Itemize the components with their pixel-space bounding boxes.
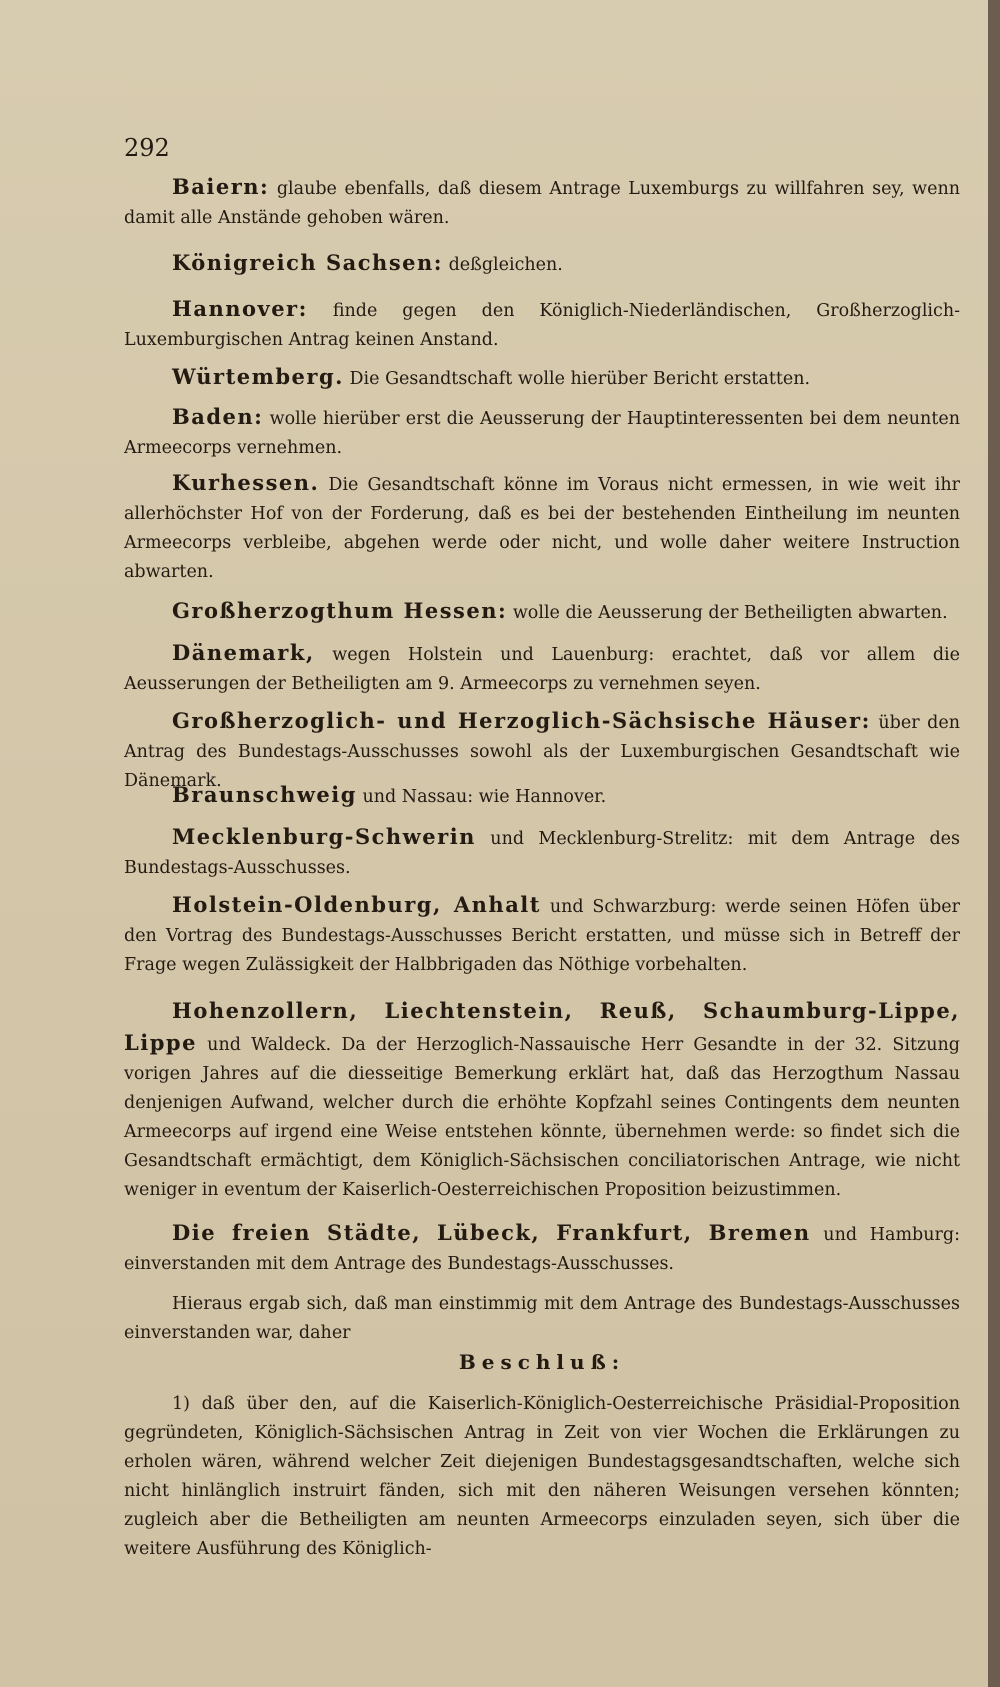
paragraph-text: Hieraus ergab sich, daß man einstimmig mit dem Antrage des Bundestags-Ausschusses einverstanden war, daher: [124, 1294, 960, 1343]
closing-paragraph: 1) daß über den, auf die Kaiserlich-Königlich-Oesterreichische Präsidial-Proposition gegründeten, Königlich-Sächsischen Antrag in Zeit von vier Wochen die Erklärungen zu erholen wären, während welcher Zeit diejenigen Bundestagsgesandtschaften, welche sich nicht hinlänglich instruirt fänden, sich mit den näheren Weisungen versehen könnten; zugleich aber die Betheiligten am neunten Armeecorps einzuladen seyen, sich über die weitere Ausführung des Königlich-: [124, 1394, 960, 1559]
paragraph-text: glaube ebenfalls, daß diesem Antrage Luxemburgs zu willfahren sey, wenn damit alle Anstände gehoben wären.: [124, 179, 960, 228]
paragraph: [124, 780, 960, 812]
paragraph-text: wolle die Aeusserung der Betheiligten abwarten.: [507, 603, 948, 623]
paragraph: [124, 248, 960, 280]
paragraph-text: und Hamburg: einverstanden mit dem Antrage des Bundestags-Ausschusses.: [124, 1225, 960, 1274]
state-name: Dänemark,: [172, 640, 315, 665]
state-name: Großherzoglich- und Herzoglich-Sächsische Häuser:: [172, 708, 871, 733]
page-edge: [988, 0, 1000, 1687]
state-name: Braunschweig: [172, 782, 357, 807]
paragraph-text: Die Gesandtschaft könne im Voraus nicht ermessen, in wie weit ihr allerhöchster Hof von der Forderung, daß es bei der bestehenden Eintheilung im neunten Armeecorps verbleibe, abgehen werde oder nicht, und wolle daher weitere Instruction abwarten.: [124, 475, 960, 582]
paragraph: [124, 1218, 960, 1279]
page-number: 292: [124, 134, 170, 162]
resolution-heading: Beschluß:: [458, 1350, 626, 1374]
paragraph: [124, 638, 960, 699]
state-name: Hohenzollern, Liechtenstein, Reuß, Schaumburg-Lippe, Lippe: [124, 998, 960, 1055]
paragraph: [124, 294, 960, 355]
paragraph-text: und Waldeck. Da der Herzoglich-Nassauische Herr Gesandte in der 32. Sitzung vorigen Jahres auf die diesseitige Bemerkung erklärt hat, daß das Herzogthum Nassau denjenigen Aufwand, welcher durch die erhöhte Kopfzahl seines Contingents dem neunten Armeecorps auf irgend eine Weise entstehen könnte, übernehmen werde: so findet sich die Gesandtschaft ermächtigt, dem Königlich-Sächsischen conciliatorischen Antrage, wie nicht weniger in eventum der Kaiserlich-Oesterreichischen Proposition beizustimmen.: [124, 1035, 960, 1200]
paragraph: [124, 402, 960, 463]
paragraph-text: finde gegen den Königlich-Niederländischen, Großherzoglich-Luxemburgischen Antrag keinen Anstand.: [124, 301, 960, 350]
state-name: Die freien Städte, Lübeck, Frankfurt, Bremen: [172, 1220, 811, 1245]
state-name: Mecklenburg-Schwerin: [172, 824, 476, 849]
paragraph: [124, 822, 960, 883]
paragraph-text: und Mecklenburg-Strelitz: mit dem Antrage des Bundestags-Ausschusses.: [124, 829, 960, 878]
state-name: Hannover:: [172, 296, 308, 321]
state-name: Baiern:: [172, 174, 270, 199]
paragraph: [124, 362, 960, 394]
paragraph-text: wegen Holstein und Lauenburg: erachtet, daß vor allem die Aeusserungen der Betheiligten am 9. Armeecorps zu vernehmen seyen.: [124, 645, 960, 694]
paragraph: [124, 468, 960, 587]
state-name: Holstein-Oldenburg, Anhalt: [172, 892, 541, 917]
state-name: Würtemberg.: [172, 364, 344, 389]
state-name: Kurhessen.: [172, 470, 320, 495]
state-name: Großherzogthum Hessen:: [172, 598, 508, 623]
state-name: Baden:: [172, 404, 264, 429]
paragraph-text: wolle hierüber erst die Aeusserung der Hauptinteressenten bei dem neunten Armeecorps vernehmen.: [124, 409, 960, 458]
paragraph-text: und Nassau: wie Hannover.: [356, 787, 607, 807]
paragraph-text: Die Gesandtschaft wolle hierüber Bericht erstatten.: [343, 369, 811, 389]
paragraph-text: deßgleichen.: [443, 255, 563, 275]
paragraph: [124, 890, 960, 980]
paragraph-text: über den Antrag des Bundestags-Ausschusses sowohl als der Luxemburgischen Gesandtschaft wie Dänemark.: [124, 713, 960, 791]
paragraph-text: und Schwarzburg: werde seinen Höfen über den Vortrag des Bundestags-Ausschusses Bericht erstatten, und müsse sich in Betreff der Frage wegen Zulässigkeit der Halbbrigaden das Nöthige vorbehalten.: [124, 897, 960, 975]
paragraph: [124, 596, 960, 628]
state-name: Königreich Sachsen:: [172, 250, 444, 275]
paragraph: [124, 172, 960, 233]
paragraph: [124, 996, 960, 1205]
paragraph: [124, 1290, 960, 1348]
